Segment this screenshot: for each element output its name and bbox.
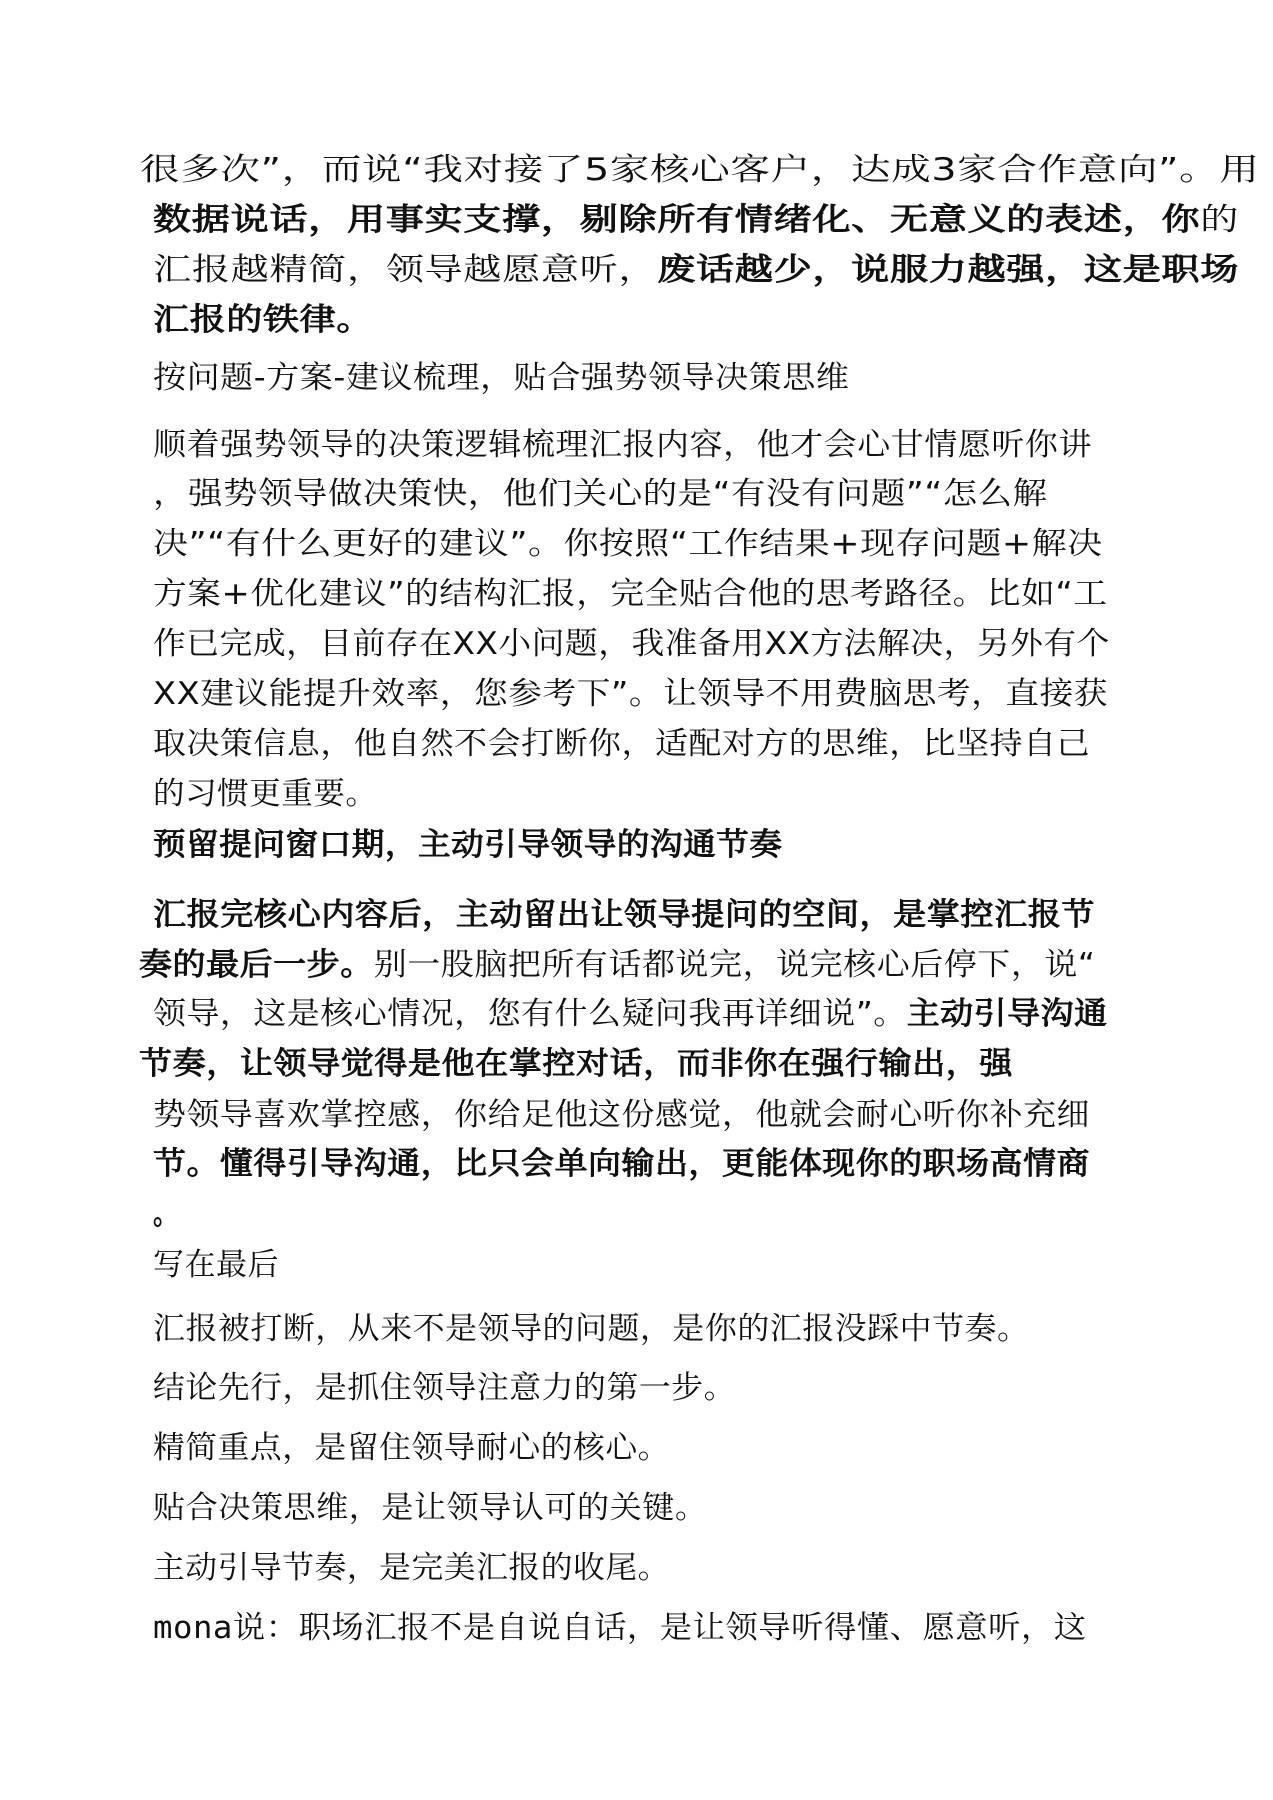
text: ，强势领导做决策快，他们关心的是“有没有问题”“怎么解 — [153, 476, 1048, 512]
text: 方案+优化建议”的结构汇报，完全贴合他的思考路径。比如“工 — [153, 576, 1108, 612]
bold-text: 节奏，让领导觉得是他在掌控对话，而非你在强行输出，强 — [139, 1046, 1014, 1082]
text: 写在最后 — [153, 1247, 279, 1283]
text-line — [153, 996, 1108, 1032]
text-line — [153, 776, 378, 812]
text-line — [153, 1490, 708, 1526]
text-line — [153, 302, 373, 338]
text-line — [139, 947, 1096, 983]
text: 贴合决策思维，是让领导认可的关键。 — [153, 1490, 708, 1526]
text-line — [153, 1370, 736, 1406]
text-line — [153, 626, 1110, 662]
text-line — [153, 1146, 1090, 1182]
text-line — [153, 360, 850, 396]
text: mona — [153, 1610, 233, 1646]
text: 作已完成，目前存在XX小问题，我准备用XX方法解决，另外有个 — [153, 626, 1110, 662]
text-line — [153, 1097, 1090, 1133]
text-line — [153, 1311, 1030, 1347]
text: 按问题-方案-建议梳理，贴合强势领导决策思维 — [153, 360, 850, 396]
text: 决”“有什么更好的建议”。你按照“工作结果+现存问题+解决 — [153, 526, 1103, 562]
text: 说：职场汇报不是自说自话，是让领导听得懂、愿意听，这 — [232, 1610, 1087, 1646]
bold-text: 节。懂得引导沟通，比只会单向输出，更能体现你的职场高情商 — [153, 1146, 1090, 1182]
text: 精简重点，是留住领导耐心的核心。 — [153, 1430, 670, 1466]
text: 势领导喜欢掌控感，你给足他这份感觉，他就会耐心听你补充细 — [153, 1097, 1090, 1133]
bold-text: 主动引导沟通 — [906, 996, 1108, 1032]
text-line — [153, 576, 1108, 612]
bold-text: 废话越少，说服力越强，这是职场 — [657, 252, 1239, 288]
bold-text: 预留提问窗口期，主动引导领导的沟通节奏 — [153, 827, 783, 863]
text: 结论先行，是抓住领导注意力的第一步。 — [153, 1370, 736, 1406]
text-line — [153, 897, 1095, 933]
text-line — [153, 726, 1090, 762]
text-line — [153, 476, 1048, 512]
text: 领导，这是核心情况，您有什么疑问我再详细说”。 — [153, 996, 907, 1032]
text: 汇报被打断，从来不是领导的问题，是你的汇报没踩中节奏。 — [153, 1311, 1030, 1347]
text-line — [140, 152, 1260, 188]
bold-text: 奏的最后一步。 — [139, 947, 374, 983]
text: 汇报越精简，领导越愿意听， — [153, 252, 658, 288]
bold-text: 数据说话，用事实支撑，剔除所有情绪化、无意义的表述，你 — [153, 202, 1201, 238]
text-line — [139, 1046, 1014, 1082]
bold-text: 。 — [153, 1196, 179, 1232]
text: 取决策信息，他自然不会打断你，适配对方的思维，比坚持自己 — [153, 726, 1090, 762]
text-line — [153, 202, 1239, 238]
text: 别一股脑把所有话都说完，说完核心后停下，说“ — [373, 947, 1096, 983]
text-line — [153, 676, 1109, 712]
text-line — [153, 827, 783, 863]
text-line — [153, 1196, 179, 1232]
text: 主动引导节奏，是完美汇报的收尾。 — [153, 1550, 670, 1586]
text: 顺着强势领导的决策逻辑梳理汇报内容，他才会心甘情愿听你讲 — [153, 427, 1092, 463]
text-line — [153, 1430, 670, 1466]
bold-text: 汇报完核心内容后，主动留出让领导提问的空间，是掌控汇报节 — [153, 897, 1095, 933]
text-line — [153, 526, 1103, 562]
text: 很多次”，而说“我对接了5家核心客户，达成3家合作意向”。用 — [140, 152, 1260, 188]
text: XX建议能提升效率，您参考下”。让领导不用费脑思考，直接获 — [153, 676, 1109, 712]
text-line — [153, 1550, 670, 1586]
text-line — [153, 252, 1239, 288]
text: 的习惯更重要。 — [153, 776, 378, 812]
text-line — [153, 1247, 279, 1283]
bold-text: 汇报的铁律。 — [153, 302, 373, 338]
text: 的 — [1200, 202, 1239, 238]
text-line — [153, 427, 1092, 463]
text-line — [153, 1610, 1087, 1646]
